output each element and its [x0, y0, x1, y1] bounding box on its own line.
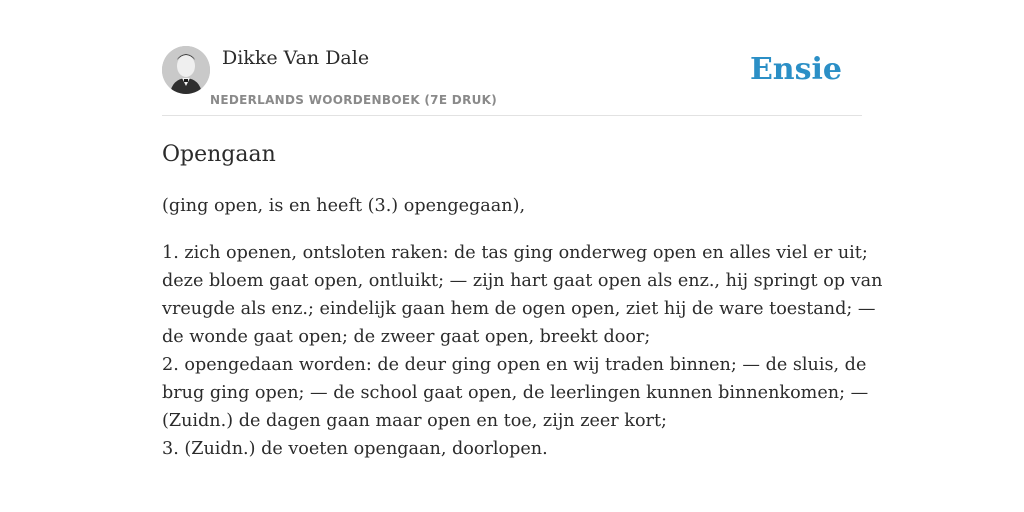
brand-logo[interactable]: Ensie — [749, 52, 842, 87]
entry-card — [162, 0, 883, 459]
source-label: NEDERLANDS WOORDENBOEK (7E DRUK) — [210, 93, 498, 107]
definition-line: brug ging open; — de school gaat open, de leerlingen kunnen binnenkomen; — — [162, 383, 869, 403]
definition-body — [162, 192, 883, 463]
author-avatar[interactable] — [162, 46, 210, 94]
definition-line: (Zuidn.) de dagen gaan maar open en toe, zijn zeer kort; — [162, 411, 667, 431]
header — [162, 0, 862, 116]
portrait-image — [162, 46, 210, 94]
definition-text — [162, 239, 883, 463]
definition-line: de wonde gaat open; de zweer gaat open, breekt door; — [162, 327, 651, 347]
definition-line: deze bloem gaat open, ontluikt; — zijn hart gaat open als enz., hij springt op van — [162, 271, 883, 291]
definition-line: vreugde als enz.; eindelijk gaan hem de ogen open, ziet hij de ware toestand; — — [162, 299, 876, 319]
definition-line: 1. zich openen, ontsloten raken: de tas ging onderweg open en alles viel er uit; — [162, 243, 868, 263]
page-title: Opengaan — [162, 142, 276, 167]
author-name[interactable]: Dikke Van Dale — [222, 47, 370, 69]
definition-line: 3. (Zuidn.) de voeten opengaan, doorlopen. — [162, 439, 548, 459]
grammar-note: (ging open, is en heeft (3.) opengegaan), — [162, 196, 526, 216]
definition-line: 2. opengedaan worden: de deur ging open en wij traden binnen; — de sluis, de — [162, 355, 867, 375]
